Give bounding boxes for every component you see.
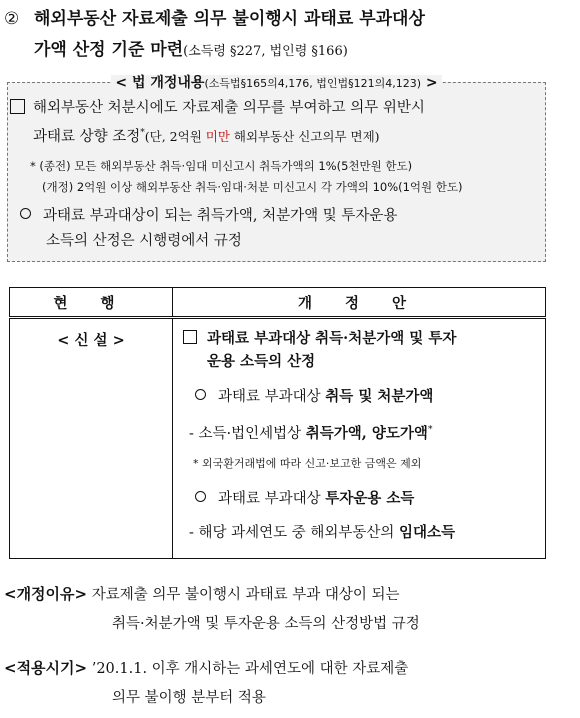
amendment-item-2: 과태료 부과대상이 되는 취득가액, 처분가액 및 투자운용 소득의 산정은 시행령에서 규정 [20, 204, 540, 254]
highlight-text: 미만 [205, 128, 230, 144]
revised-dash-2: - 해당 과세연도 중 해외부동산의 임대소득 [189, 523, 456, 541]
reason-label: <개정이유> [4, 585, 88, 603]
revised-item-1: 과태료 부과대상 취득 및 처분가액 [183, 385, 537, 409]
circle-bullet-icon [195, 389, 206, 400]
column-header-current: 현 행 [10, 288, 173, 318]
section-number: ② [4, 9, 20, 29]
column-header-revised: 개 정 안 [173, 288, 546, 318]
revised-footnote: * 외국환거래법에 따라 신고·보고한 금액은 제외 [193, 456, 422, 470]
revised-heading: 과태료 부과대상 취득·처분가액 및 투자 운용 소득의 산정 [183, 327, 537, 373]
apply-label: <적용시기> [4, 659, 88, 677]
amendment-box-header: < 법 개정내용(소득법§165의4,176, 법인법§121의4,123) > [8, 72, 545, 92]
checkbox-square-icon [183, 330, 197, 344]
amendment-reason: <개정이유> 자료제출 의무 불이행시 과태료 부과 대상이 되는 취득·처분가액 및 투자운용 소득의 산정방법 규정 [4, 585, 420, 632]
application-period: <적용시기> ’20.1.1. 이후 개시하는 과세연도에 대한 자료제출 의무 불이행 분부터 적용 [4, 659, 409, 706]
revised-item-2: 과태료 부과대상 투자운용 소득 [183, 487, 537, 511]
revised-dash-1: - 소득·법인세법상 취득가액, 양도가액* [189, 424, 433, 442]
circle-bullet-icon [20, 208, 31, 219]
section-title [4, 4, 564, 67]
current-cell: < 신 설 > [10, 318, 173, 559]
circle-bullet-icon [195, 491, 206, 502]
amendment-item-1: 해외부동산 처분시에도 자료제출 의무를 부여하고 의무 위반시 과태료 상향 조정*(단, 2억원 미만 해외부동산 신고의무 면제) [10, 96, 540, 150]
revised-cell [173, 318, 546, 559]
amendment-footnote: * (종전) 모든 해외부동산 취득·임대 미신고시 취득가액의 1%(5천만원 한도) (개정) 2억원 이상 해외부동산 취득·임대·처분 미신고시 각 가액의 10%(1억원 한도) [30, 159, 463, 194]
checkbox-square-icon [10, 99, 25, 114]
title-line-2: 가액 산정 기준 마련(소득령 §227, 법인령 §166) [34, 40, 348, 60]
comparison-table [9, 287, 546, 559]
title-ref: (소득령 §227, 법인령 §166) [183, 44, 348, 59]
title-line-1: ② 해외부동산 자료제출 의무 불이행시 과태료 부과대상 [4, 4, 564, 35]
